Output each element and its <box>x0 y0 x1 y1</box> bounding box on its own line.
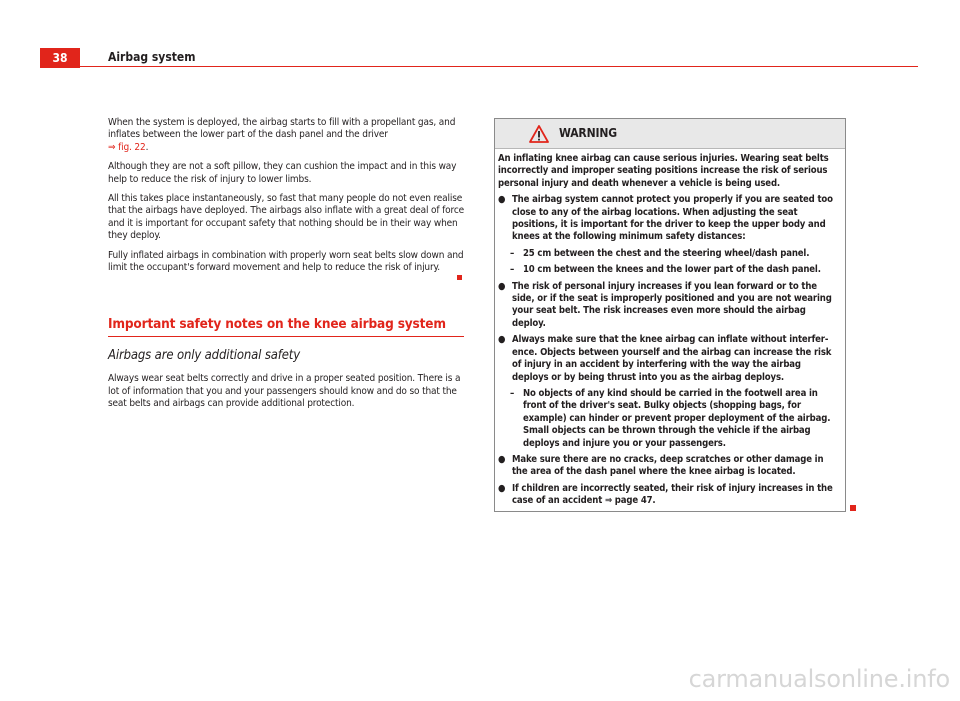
figure-link[interactable]: ⇒ fig. 22 <box>108 141 146 153</box>
section-end-marker <box>457 275 462 280</box>
warning-bullet <box>498 483 840 508</box>
dash-icon: – <box>510 247 515 259</box>
warning-sub-item <box>498 388 840 450</box>
bullet-text: The airbag system cannot protect you properly if you are seated too close to any of the airbag locations. When adjusting the seat positions, it is important for the driver to keep the upper body and knees at the following minimum safety distances: <box>512 194 833 243</box>
bullet-icon: ● <box>498 453 506 465</box>
warning-sub-item <box>498 264 840 276</box>
bullet-text: The risk of personal injury increases if you lean forward or to the side, or if the seat is improperly positioned and you are not wearing your seat belt. The risk increases even more should the airbag deploy. <box>512 280 832 329</box>
warning-bullet <box>498 281 840 331</box>
left-column <box>108 117 464 418</box>
page-title: Airbag system <box>108 50 196 64</box>
warning-box <box>494 118 846 512</box>
paragraph-3: All this takes place instantaneously, so fast that many people do not even realise that the airbags have deployed. The airbags also inflate with a great deal of force and it is important for occupant safety that nothing should be in their way when they deploy. <box>108 193 465 242</box>
section-subheading: Airbags are only additional safety <box>108 348 300 364</box>
warning-intro: An inflating knee airbag can cause serious injuries. Wearing seat belts incorrectly and improper seating positions increase the risk of serious personal injury and death whenever a vehicle is being used. <box>498 153 829 189</box>
bullet-text: Always make sure that the knee airbag can inflate without interference. Objects between yourself and the airbag can increase the risk of injury in an accident by interfering with the way the airbag deploys or by being thrust into you as the airbag deploys. <box>512 334 832 383</box>
paragraph-1: When the system is deployed, the airbag starts to fill with a propellant gas, and inflates between the lower part of the dash panel and the driver ⇒ fig. 22. <box>108 117 456 153</box>
warning-triangle-icon <box>529 125 549 143</box>
section-heading: Important safety notes on the knee airbag system <box>108 316 464 337</box>
page-number: 38 <box>40 48 80 68</box>
sub-item-text: 10 cm between the knees and the lower part of the dash panel. <box>523 264 821 276</box>
dash-icon: – <box>510 387 515 399</box>
bullet-icon: ● <box>498 194 506 206</box>
header-divider <box>40 66 918 67</box>
sub-item-text: No objects of any kind should be carried in the footwell area in front of the driver's seat. Bulky objects (shopping bags, for example) can hinder or prevent proper deployment of the airbag. Small objects can be thrown through the vehicle if the airbag deploys and injure you or your passengers. <box>523 387 831 449</box>
warning-end-marker <box>850 505 856 511</box>
warning-title: WARNING <box>559 126 617 141</box>
sub-item-text: 25 cm between the chest and the steering wheel/dash panel. <box>523 247 810 259</box>
warning-bullet <box>498 334 840 384</box>
bullet-icon: ● <box>498 334 506 346</box>
warning-bullet <box>498 194 840 244</box>
warning-bullet <box>498 454 840 479</box>
dash-icon: – <box>510 264 515 276</box>
section-paragraph: Always wear seat belts correctly and drive in a proper seated position. There is a lot of information that you and your passengers should know and do so that the seat belts and airbags can provide additional protection. <box>108 373 461 410</box>
warning-sub-item <box>498 248 840 260</box>
warning-header <box>495 119 845 149</box>
paragraph-2: Although they are not a soft pillow, they can cushion the impact and in this way help to reduce the risk of injury to lower limbs. <box>108 161 457 185</box>
bullet-icon: ● <box>498 280 506 292</box>
paragraph-4: Fully inflated airbags in combination with properly worn seat belts slow down and limit the occupant's forward movement and help to reduce the risk of injury. <box>108 249 464 274</box>
bullet-icon: ● <box>498 482 506 494</box>
bullet-text[interactable]: If children are incorrectly seated, their risk of injury increases in the case of an accident ⇒ page 47. <box>512 482 833 507</box>
watermark: carmanualsonline.info <box>688 665 950 693</box>
warning-body <box>495 149 845 508</box>
bullet-text: Make sure there are no cracks, deep scratches or other damage in the area of the dash panel where the knee airbag is located. <box>512 453 824 478</box>
